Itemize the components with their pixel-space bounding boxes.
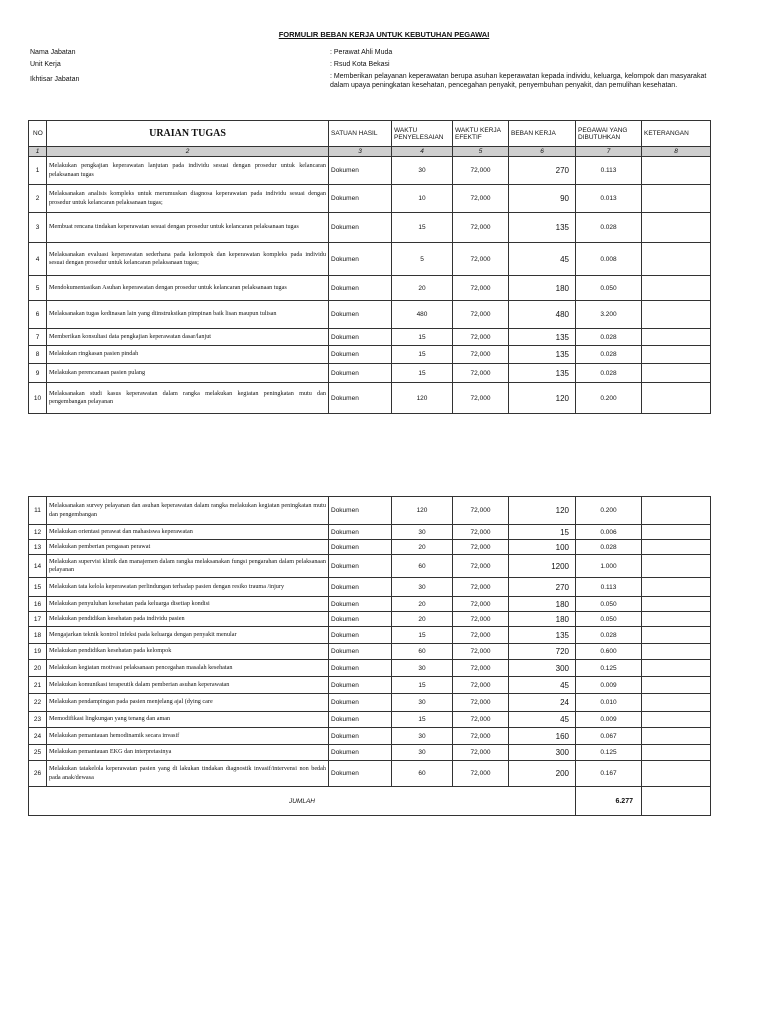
task-description: Melakukan perencanaan pasien pulang	[47, 364, 329, 383]
beban-kerja: 180	[509, 612, 576, 627]
pegawai-dibutuhkan: 0.028	[576, 627, 642, 644]
satuan-hasil: Dokumen	[329, 761, 392, 787]
pegawai-dibutuhkan: 1.000	[576, 555, 642, 578]
satuan-hasil: Dokumen	[329, 346, 392, 364]
workload-table-part1	[28, 120, 711, 414]
beban-kerja: 135	[509, 627, 576, 644]
task-description: Melakukan ringkasan pasien pindah	[47, 346, 329, 364]
table-row	[29, 728, 711, 745]
pegawai-dibutuhkan: 0.009	[576, 712, 642, 728]
header-satuan: SATUAN HASIL	[329, 121, 392, 147]
task-description: Melakukan penyuluhan kesehatan pada keluarga disetiap kondisi	[47, 597, 329, 612]
task-description: Melakukan pendidikan kesehatan pada individu pasien	[47, 612, 329, 627]
satuan-hasil: Dokumen	[329, 157, 392, 185]
workload-table-part2	[28, 496, 711, 816]
beban-kerja: 15	[509, 525, 576, 540]
waktu-penyelesaian: 60	[392, 644, 453, 660]
row-number: 3	[29, 213, 47, 243]
satuan-hasil: Dokumen	[329, 301, 392, 329]
header-pegawai: PEGAWAI YANG DIBUTUHKAN	[576, 121, 642, 147]
row-number: 10	[29, 383, 47, 414]
waktu-kerja-efektif: 72,000	[453, 597, 509, 612]
column-number: 3	[329, 147, 392, 157]
task-description: Memodifikasi lingkungan yang tenang dan aman	[47, 712, 329, 728]
nama-jabatan-label: Nama Jabatan	[30, 49, 76, 56]
table-row	[29, 301, 711, 329]
satuan-hasil: Dokumen	[329, 329, 392, 346]
waktu-penyelesaian: 30	[392, 745, 453, 761]
row-number: 23	[29, 712, 47, 728]
satuan-hasil: Dokumen	[329, 728, 392, 745]
pegawai-dibutuhkan: 0.125	[576, 660, 642, 677]
waktu-penyelesaian: 30	[392, 728, 453, 745]
waktu-penyelesaian: 60	[392, 555, 453, 578]
satuan-hasil: Dokumen	[329, 660, 392, 677]
table-row	[29, 346, 711, 364]
beban-kerja: 100	[509, 540, 576, 555]
waktu-kerja-efektif: 72,000	[453, 157, 509, 185]
row-number: 1	[29, 157, 47, 185]
waktu-penyelesaian: 20	[392, 612, 453, 627]
task-description: Melaksanakan tugas kedinasan lain yang diinstruksikan pimpinan baik lisan maupun tulisan	[47, 301, 329, 329]
row-number: 21	[29, 677, 47, 694]
row-number: 13	[29, 540, 47, 555]
table-row	[29, 660, 711, 677]
beban-kerja: 135	[509, 346, 576, 364]
header-beban: BEBAN KERJA	[509, 121, 576, 147]
pegawai-dibutuhkan: 0.125	[576, 745, 642, 761]
table-row	[29, 612, 711, 627]
pegawai-dibutuhkan: 3.200	[576, 301, 642, 329]
keterangan	[642, 644, 711, 660]
row-number: 8	[29, 346, 47, 364]
task-description: Membuat rencana tindakan keperawatan sesuai dengan prosedur untuk kelancaran pelaksanaan tugas	[47, 213, 329, 243]
column-number: 1	[29, 147, 47, 157]
pegawai-dibutuhkan: 0.113	[576, 157, 642, 185]
header-no: NO	[29, 121, 47, 147]
waktu-kerja-efektif: 72,000	[453, 213, 509, 243]
waktu-penyelesaian: 15	[392, 627, 453, 644]
task-description: Melaksanakan evaluasi keperawatan sederhana pada kelompok dan keperawatan kompleks pada individu sesuai dengan prosedur untuk kelancaran pelaksanaan tugas;	[47, 243, 329, 276]
pegawai-dibutuhkan: 0.009	[576, 677, 642, 694]
satuan-hasil: Dokumen	[329, 578, 392, 597]
header-waktu-penyelesaian: WAKTU PENYELESAIAN	[392, 121, 453, 147]
row-number: 2	[29, 185, 47, 213]
satuan-hasil: Dokumen	[329, 243, 392, 276]
header-waktu-efektif: WAKTU KERJA EFEKTIF	[453, 121, 509, 147]
pegawai-dibutuhkan: 0.028	[576, 213, 642, 243]
table-row	[29, 185, 711, 213]
waktu-penyelesaian: 30	[392, 578, 453, 597]
waktu-kerja-efektif: 72,000	[453, 346, 509, 364]
waktu-penyelesaian: 15	[392, 213, 453, 243]
pegawai-dibutuhkan: 0.013	[576, 185, 642, 213]
satuan-hasil: Dokumen	[329, 540, 392, 555]
beban-kerja: 45	[509, 712, 576, 728]
task-description: Melakukan komunikasi terapeutik dalam pemberian asuhan keperawatan	[47, 677, 329, 694]
task-description: Mengajarkan teknik kontrol infeksi pada keluarga dengan penyakit menular	[47, 627, 329, 644]
beban-kerja: 200	[509, 761, 576, 787]
keterangan	[642, 301, 711, 329]
row-number: 11	[29, 497, 47, 525]
row-number: 4	[29, 243, 47, 276]
table-row	[29, 677, 711, 694]
row-number: 7	[29, 329, 47, 346]
waktu-penyelesaian: 15	[392, 677, 453, 694]
row-number: 12	[29, 525, 47, 540]
waktu-kerja-efektif: 72,000	[453, 712, 509, 728]
keterangan	[642, 612, 711, 627]
table-row	[29, 329, 711, 346]
beban-kerja: 180	[509, 597, 576, 612]
waktu-kerja-efektif: 72,000	[453, 660, 509, 677]
waktu-kerja-efektif: 72,000	[453, 612, 509, 627]
waktu-penyelesaian: 60	[392, 761, 453, 787]
pegawai-dibutuhkan: 0.600	[576, 644, 642, 660]
jumlah-label: JUMLAH	[29, 787, 576, 816]
pegawai-dibutuhkan: 0.028	[576, 329, 642, 346]
keterangan	[642, 745, 711, 761]
header-uraian: URAIAN TUGAS	[47, 121, 329, 147]
beban-kerja: 120	[509, 497, 576, 525]
satuan-hasil: Dokumen	[329, 555, 392, 578]
keterangan	[642, 157, 711, 185]
satuan-hasil: Dokumen	[329, 745, 392, 761]
beban-kerja: 135	[509, 329, 576, 346]
table-row	[29, 243, 711, 276]
keterangan	[642, 540, 711, 555]
row-number: 24	[29, 728, 47, 745]
table-row	[29, 525, 711, 540]
satuan-hasil: Dokumen	[329, 694, 392, 712]
waktu-penyelesaian: 15	[392, 364, 453, 383]
row-number: 19	[29, 644, 47, 660]
column-number: 8	[642, 147, 711, 157]
waktu-penyelesaian: 120	[392, 383, 453, 414]
satuan-hasil: Dokumen	[329, 383, 392, 414]
keterangan	[642, 185, 711, 213]
waktu-penyelesaian: 120	[392, 497, 453, 525]
waktu-kerja-efektif: 72,000	[453, 745, 509, 761]
column-number: 4	[392, 147, 453, 157]
total-row	[29, 787, 711, 816]
waktu-kerja-efektif: 72,000	[453, 276, 509, 301]
keterangan	[642, 578, 711, 597]
waktu-kerja-efektif: 72,000	[453, 555, 509, 578]
keterangan	[642, 383, 711, 414]
keterangan	[642, 555, 711, 578]
waktu-penyelesaian: 10	[392, 185, 453, 213]
column-number-row	[29, 147, 711, 157]
keterangan	[642, 525, 711, 540]
waktu-kerja-efektif: 72,000	[453, 185, 509, 213]
satuan-hasil: Dokumen	[329, 597, 392, 612]
waktu-kerja-efektif: 72,000	[453, 364, 509, 383]
table-row	[29, 761, 711, 787]
satuan-hasil: Dokumen	[329, 677, 392, 694]
row-number: 9	[29, 364, 47, 383]
keterangan	[642, 712, 711, 728]
keterangan	[642, 346, 711, 364]
waktu-kerja-efektif: 72,000	[453, 627, 509, 644]
waktu-kerja-efektif: 72,000	[453, 677, 509, 694]
task-description: Melakukan pemantauan EKG dan interpretasinya	[47, 745, 329, 761]
beban-kerja: 300	[509, 660, 576, 677]
task-description: Melakukan pemantauan hemodinamik secara invasif	[47, 728, 329, 745]
total-keterangan	[642, 787, 711, 816]
beban-kerja: 45	[509, 677, 576, 694]
table-row	[29, 540, 711, 555]
satuan-hasil: Dokumen	[329, 627, 392, 644]
pegawai-dibutuhkan: 0.113	[576, 578, 642, 597]
beban-kerja: 45	[509, 243, 576, 276]
beban-kerja: 135	[509, 213, 576, 243]
task-description: Melaksanakan analisis kompleks untuk merumuskan diagnosa keperawatan pada individu sesuai dengan prosedur untuk kelancaran pelaksanaan tugas;	[47, 185, 329, 213]
task-description: Mendokumentasikan Asuhan keperawatan dengan prosedur untuk kelancaran pelaksanaan tugas	[47, 276, 329, 301]
pegawai-dibutuhkan: 0.200	[576, 383, 642, 414]
satuan-hasil: Dokumen	[329, 612, 392, 627]
keterangan	[642, 660, 711, 677]
waktu-penyelesaian: 15	[392, 329, 453, 346]
pegawai-dibutuhkan: 0.067	[576, 728, 642, 745]
keterangan	[642, 243, 711, 276]
task-description: Melaksanakan survey pelayanan dan asuhan keperawatan dalam rangka melakukan kegiatan peningkatan mutu dan pengembangan	[47, 497, 329, 525]
task-description: Memberikan konsultasi data pengkajian keperawatan dasar/lanjut	[47, 329, 329, 346]
table-row	[29, 276, 711, 301]
table-row	[29, 712, 711, 728]
task-description: Melakukan pendidikan kesehatan pada kelompok	[47, 644, 329, 660]
table-row	[29, 627, 711, 644]
satuan-hasil: Dokumen	[329, 364, 392, 383]
info-unit-kerja	[30, 61, 710, 71]
ikhtisar-label: Ikhtisar Jabatan	[30, 76, 80, 83]
task-description: Melakukan pengkajian keperawatan lanjutan pada individu sesuai dengan prosedur untuk kelancaran pelaksanaan tugas	[47, 157, 329, 185]
row-number: 16	[29, 597, 47, 612]
satuan-hasil: Dokumen	[329, 497, 392, 525]
ikhtisar-value: : Memberikan pelayanan keperawatan berupa asuhan keperawatan kepada individu, keluarga, kelompok dan masyarakat dalam upaya peningkatan kesehatan, pencegahan penyakit, penyembuhan penyakit, dan pemulihan kesehatan.	[330, 73, 707, 89]
keterangan	[642, 694, 711, 712]
satuan-hasil: Dokumen	[329, 644, 392, 660]
waktu-penyelesaian: 30	[392, 525, 453, 540]
beban-kerja: 300	[509, 745, 576, 761]
task-description: Melaksanakan studi kasus keperawatan dalam rangka melakukan kegiatan peningkatan mutu dan pengembangan pelayanan	[47, 383, 329, 414]
waktu-penyelesaian: 20	[392, 276, 453, 301]
pegawai-dibutuhkan: 0.050	[576, 276, 642, 301]
satuan-hasil: Dokumen	[329, 525, 392, 540]
pegawai-dibutuhkan: 0.028	[576, 346, 642, 364]
satuan-hasil: Dokumen	[329, 276, 392, 301]
keterangan	[642, 497, 711, 525]
row-number: 15	[29, 578, 47, 597]
table-row	[29, 644, 711, 660]
row-number: 5	[29, 276, 47, 301]
column-number: 6	[509, 147, 576, 157]
task-description: Melakukan tata kelola keperawatan perlindungan terhadap pasien dengan resiko trauma /injury	[47, 578, 329, 597]
beban-kerja: 720	[509, 644, 576, 660]
row-number: 14	[29, 555, 47, 578]
table-row	[29, 694, 711, 712]
column-number: 5	[453, 147, 509, 157]
pegawai-dibutuhkan: 0.006	[576, 525, 642, 540]
header-keterangan: KETERANGAN	[642, 121, 711, 147]
beban-kerja: 160	[509, 728, 576, 745]
beban-kerja: 180	[509, 276, 576, 301]
keterangan	[642, 677, 711, 694]
waktu-kerja-efektif: 72,000	[453, 728, 509, 745]
waktu-penyelesaian: 5	[392, 243, 453, 276]
table-row	[29, 578, 711, 597]
row-number: 17	[29, 612, 47, 627]
waktu-kerja-efektif: 72,000	[453, 243, 509, 276]
waktu-penyelesaian: 480	[392, 301, 453, 329]
table-row	[29, 597, 711, 612]
table-row	[29, 364, 711, 383]
table-row	[29, 745, 711, 761]
waktu-kerja-efektif: 72,000	[453, 644, 509, 660]
keterangan	[642, 761, 711, 787]
keterangan	[642, 627, 711, 644]
form-title: FORMULIR BEBAN KERJA UNTUK KEBUTUHAN PEGAWAI	[278, 30, 490, 39]
table-row	[29, 213, 711, 243]
pegawai-dibutuhkan: 0.010	[576, 694, 642, 712]
satuan-hasil: Dokumen	[329, 712, 392, 728]
info-ikhtisar	[30, 73, 710, 103]
waktu-kerja-efektif: 72,000	[453, 540, 509, 555]
waktu-penyelesaian: 30	[392, 660, 453, 677]
table-row	[29, 555, 711, 578]
nama-jabatan-value: : Perawat Ahli Muda	[330, 49, 393, 56]
table-row	[29, 497, 711, 525]
row-number: 22	[29, 694, 47, 712]
keterangan	[642, 276, 711, 301]
keterangan	[642, 364, 711, 383]
satuan-hasil: Dokumen	[329, 213, 392, 243]
beban-kerja: 135	[509, 364, 576, 383]
task-description: Melakukan pemberian pengasan perawat	[47, 540, 329, 555]
pegawai-dibutuhkan: 0.050	[576, 612, 642, 627]
satuan-hasil: Dokumen	[329, 185, 392, 213]
row-number: 6	[29, 301, 47, 329]
waktu-kerja-efektif: 72,000	[453, 761, 509, 787]
beban-kerja: 480	[509, 301, 576, 329]
keterangan	[642, 597, 711, 612]
beban-kerja: 90	[509, 185, 576, 213]
waktu-kerja-efektif: 72,000	[453, 694, 509, 712]
column-number: 2	[47, 147, 329, 157]
info-nama-jabatan	[30, 49, 710, 59]
waktu-penyelesaian: 20	[392, 597, 453, 612]
waktu-kerja-efektif: 72,000	[453, 525, 509, 540]
keterangan	[642, 728, 711, 745]
task-description: Melakukan pendampingan pada pasien menjelang ajal (dying care	[47, 694, 329, 712]
row-number: 18	[29, 627, 47, 644]
waktu-kerja-efektif: 72,000	[453, 578, 509, 597]
keterangan	[642, 329, 711, 346]
beban-kerja: 270	[509, 578, 576, 597]
table-row	[29, 383, 711, 414]
row-number: 25	[29, 745, 47, 761]
waktu-penyelesaian: 30	[392, 694, 453, 712]
waktu-kerja-efektif: 72,000	[453, 383, 509, 414]
row-number: 26	[29, 761, 47, 787]
pegawai-dibutuhkan: 0.008	[576, 243, 642, 276]
row-number: 20	[29, 660, 47, 677]
pegawai-dibutuhkan: 0.028	[576, 364, 642, 383]
keterangan	[642, 213, 711, 243]
waktu-kerja-efektif: 72,000	[453, 329, 509, 346]
task-description: Melakukan orientasi perawat dan mahasiswa keperawatan	[47, 525, 329, 540]
waktu-penyelesaian: 30	[392, 157, 453, 185]
beban-kerja: 24	[509, 694, 576, 712]
beban-kerja: 270	[509, 157, 576, 185]
beban-kerja: 1200	[509, 555, 576, 578]
waktu-kerja-efektif: 72,000	[453, 497, 509, 525]
unit-kerja-label: Unit Kerja	[30, 61, 61, 68]
pegawai-dibutuhkan: 0.050	[576, 597, 642, 612]
waktu-kerja-efektif: 72,000	[453, 301, 509, 329]
beban-kerja: 120	[509, 383, 576, 414]
waktu-penyelesaian: 15	[392, 346, 453, 364]
unit-kerja-value: : Rsud Kota Bekasi	[330, 61, 390, 68]
waktu-penyelesaian: 15	[392, 712, 453, 728]
waktu-penyelesaian: 20	[392, 540, 453, 555]
pegawai-dibutuhkan: 0.167	[576, 761, 642, 787]
task-description: Melakukan supervisi klinik dan manajemen dalam rangka melaksanakan fungsi pengarahan dalam pelaksanaan pelayanan	[47, 555, 329, 578]
task-description: Melakukan tatakelola keperawatan pasien yang di lakukan tindakan diagnostik invasif/intervensi non bedah pada anak/dewasa	[47, 761, 329, 787]
table-row	[29, 157, 711, 185]
task-description: Melakukan kegiatan motivasi pelaksanaan pencegahan masalah kesehatan	[47, 660, 329, 677]
total-pegawai: 6.277	[576, 787, 642, 816]
pegawai-dibutuhkan: 0.028	[576, 540, 642, 555]
column-number: 7	[576, 147, 642, 157]
pegawai-dibutuhkan: 0.200	[576, 497, 642, 525]
